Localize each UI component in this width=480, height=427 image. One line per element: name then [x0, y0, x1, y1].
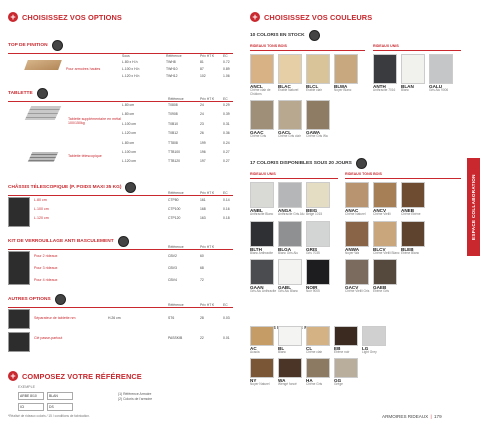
footer-label: ARMOIRES RIDEAUX [382, 414, 429, 419]
color-swatch-anbl [250, 182, 278, 217]
kit-table: Pour 2 rideaux CBV2 60 Pour 3 rideaux CBV3 68 Pour 4 rideaux CBV4 72 [34, 254, 204, 282]
product-badge-icon [309, 30, 320, 41]
kit-image [8, 251, 30, 285]
color-swatch-gawa [306, 100, 334, 139]
col-header: Sous [122, 54, 130, 58]
swatch-code: BLWA [334, 84, 348, 89]
swatch-fill [250, 358, 274, 378]
color-swatch-gaan [250, 259, 278, 294]
color-swatch-noir [306, 259, 334, 294]
swatch-code: NOIR [306, 285, 318, 291]
swatch-fill [334, 54, 358, 84]
plain-heading: RIDEAUX UNIS [250, 172, 276, 176]
divider [373, 50, 461, 51]
plus-icon: + [8, 371, 18, 381]
color-swatch-blga [278, 221, 306, 256]
swatch-code: GRIS [306, 246, 318, 252]
stock-wood-grid [250, 54, 365, 139]
product-badge-icon [118, 236, 129, 247]
swatch-code: BLAN [401, 84, 414, 89]
chassis-table: L.80 cm CTP80 161 0.14 L.100 cm CTP100 168 0.16 L.120 cm CTP120 163 0.18 [34, 198, 230, 220]
col-header: EC [223, 54, 228, 58]
swatch-desc: Chêne Vieilli Gris [345, 289, 370, 294]
color-swatch-eb [334, 326, 362, 355]
swatch-code: ANWA [345, 246, 360, 252]
swatch-fill [429, 54, 453, 84]
col-header: Prix HT € [200, 191, 215, 195]
col-header: Référence [168, 245, 184, 249]
footnote: *Réalisé de rideaux coloris / 15 / conditions de fabrication. [8, 414, 90, 418]
swatch-desc: Chêne Gris Wa [306, 134, 328, 139]
swatch-fill [334, 358, 358, 378]
kit-section [8, 236, 233, 282]
swatch-fill [278, 358, 302, 378]
swatch-fill [278, 259, 302, 285]
compose-section-title: + COMPOSEZ VOTRE RÉFÉRENCE [8, 371, 142, 381]
color-swatch-wa [278, 358, 306, 387]
swatch-code: BLEB [401, 246, 414, 252]
key-image [8, 332, 30, 352]
swatch-code: ANCL [250, 84, 263, 89]
divider [250, 50, 365, 51]
color-swatch-anac [345, 182, 373, 217]
product-badge-icon [356, 158, 367, 169]
page-number: 179 [433, 414, 442, 419]
autres-table: Séparateur de tablette nm H.26 cm ST6 28 0.03 Clé passe-partout PASSKIB 22 0.01 [34, 316, 230, 340]
swatch-fill [401, 221, 425, 247]
color-swatch-gacl [278, 100, 306, 139]
swatch-fill [373, 182, 397, 208]
swatch-code: GAEB [373, 285, 387, 291]
color-swatch-aneb [401, 182, 429, 217]
swatch-code: GABL [278, 285, 292, 291]
product-badge-icon [52, 40, 63, 51]
chassis-image [8, 197, 30, 227]
kit-title: KIT DE VERROUILLAGE ANTI BASCULEMENT [8, 239, 114, 244]
swatch-desc: Blanc Gris Alu [278, 250, 299, 255]
color-swatch-ac [250, 326, 278, 355]
swatch-code: ANCV [373, 208, 387, 213]
side-tab: ESPACE COLLABORATION [467, 158, 480, 256]
swatch-code: ANAC [345, 208, 359, 213]
swatch-code: BLCL [306, 84, 319, 89]
swatch-desc: Blanc Anthracite [250, 250, 274, 255]
swatch-code: GACL [278, 130, 292, 136]
col-header: Référence [168, 303, 184, 307]
color-swatch-galu [429, 54, 457, 93]
swatch-desc: Chêne Naturel [345, 212, 366, 216]
color-swatch-gacv [345, 259, 373, 294]
color-swatch-blac [278, 54, 306, 96]
divider [345, 178, 461, 179]
swatch-desc: Ébène Gris [373, 289, 389, 294]
color-swatch-ancl [250, 54, 278, 96]
wood-heading: RIDEAUX TONS BOIS [345, 172, 382, 176]
swatch-fill [401, 54, 425, 84]
swatch-desc: Anthracite 7016 [373, 88, 396, 92]
color-swatch-blcv [373, 221, 401, 256]
swatch-desc: Acacia [250, 350, 260, 354]
color-swatch-anwa [345, 221, 373, 256]
divider [8, 101, 233, 102]
color-swatch-gg [334, 358, 362, 387]
color-swatch-gabl [278, 259, 306, 294]
divider [8, 307, 233, 308]
product-badge-icon [125, 182, 136, 193]
swatch-desc: Chêne Gris [306, 381, 323, 386]
swatch-code: BLGA [278, 246, 292, 252]
col-header: Prix HT € [200, 97, 215, 101]
swatch-desc: Blanc [278, 350, 286, 354]
swatch-code: GAWA [306, 130, 321, 136]
swatch-fill [306, 54, 330, 84]
swatch-fill [306, 182, 330, 208]
swatch-desc: Chêne Ebène [401, 212, 421, 216]
dispo-title-row [250, 158, 367, 169]
color-swatch-bleb [401, 221, 429, 256]
swatch-fill [373, 221, 397, 247]
swatch-fill [250, 100, 274, 130]
top-finition-section [8, 40, 233, 78]
wood-heading: RIDEAUX TONS BOIS [250, 44, 287, 48]
swatch-fill [306, 259, 330, 285]
swatch-desc: Chêne Vieilli [373, 212, 391, 216]
swatch-fill [306, 358, 330, 378]
swatch-code: GG [334, 377, 342, 383]
swatch-code: GALU [429, 84, 443, 89]
swatch-code: GACV [345, 285, 359, 291]
swatch-desc: Ébène Blanc [401, 250, 420, 255]
wood-top-image [24, 60, 62, 70]
swatch-fill [278, 100, 302, 130]
swatch-fill [250, 182, 274, 208]
swatch-desc: Chêne clair [306, 350, 323, 354]
color-swatch-blan [401, 54, 429, 93]
swatch-desc: Noyer Blanc [334, 88, 352, 92]
color-swatch-lg [362, 326, 390, 355]
swatch-desc: Anthracite Blanc [250, 212, 274, 216]
color-swatch-anth [373, 54, 401, 93]
color-swatch-bl [278, 326, 306, 355]
divider [8, 249, 233, 250]
tablette-title: TABLETTE [8, 91, 33, 96]
swatch-desc: Beige 1015 [306, 212, 323, 216]
swatch-code: HA [306, 377, 313, 383]
color-swatch-gaac [250, 100, 278, 139]
swatch-desc: Grège [334, 381, 343, 386]
swatch-desc: Gris 7035 [306, 250, 320, 255]
color-swatch-ha [306, 358, 334, 387]
swatch-fill [345, 221, 369, 247]
swatch-code: GAAC [250, 130, 264, 136]
swatch-desc: Blanc [401, 88, 409, 92]
option-label: Tablette télescopique [68, 154, 102, 158]
dispo-plain-grid [250, 182, 338, 294]
col-header: Prix HT € [200, 245, 215, 249]
dispo-title: 17 COLORIS DISPONIBLES SOUS 20 JOURS [250, 161, 352, 166]
top-finition-title: TOP DE FINITION [8, 43, 48, 48]
swatch-code: AC [250, 346, 257, 351]
swatch-fill [362, 326, 386, 346]
swatch-code: BL [278, 346, 285, 351]
swatch-fill [306, 100, 330, 130]
swatch-code: WA [278, 377, 286, 383]
swatch-fill [250, 259, 274, 285]
swatch-code: BLCV [373, 246, 386, 252]
swatch-fill [334, 326, 358, 346]
swatch-fill [345, 182, 369, 208]
swatch-fill [306, 221, 330, 247]
swatch-code: ANEB [401, 208, 415, 213]
product-badge-icon [37, 88, 48, 99]
color-swatch-gaeb [373, 259, 401, 294]
plus-icon: + [250, 12, 260, 22]
swatch-fill [278, 182, 302, 208]
color-swatch-blth [250, 221, 278, 256]
swatch-fill [345, 259, 369, 285]
col-header: EC [223, 191, 228, 195]
option-label: Tablette supplémentaire en métal 100/150kg [68, 117, 121, 126]
swatch-desc: Noyer Wa [345, 250, 360, 255]
chassis-section [8, 182, 233, 220]
swatch-desc: Chêne clair de Châlons [250, 88, 271, 96]
swatch-fill [250, 221, 274, 247]
swatch-desc: Noir 9005 [306, 289, 320, 294]
col-header: Référence [168, 97, 184, 101]
swatch-fill [373, 54, 397, 84]
dispo-wood-grid [345, 182, 461, 294]
legend-color: (2) Coloris de l'armoire [118, 397, 153, 401]
footer: ARMOIRES RIDEAUX | 179 [382, 414, 442, 419]
swatch-desc: Gris Alu 9006 [429, 88, 449, 92]
swatch-fill [278, 326, 302, 346]
swatch-fill [401, 182, 425, 208]
col-header: Référence [166, 54, 182, 58]
color-swatch-anga [278, 182, 306, 217]
top-colors-grid [250, 326, 430, 386]
top-finition-table: L.80 x H.h TWH8 81 0.72 L.100 x H.h TWH10 87 0.89 L.120 x H.h TWH12 102 1.06 [122, 60, 230, 78]
swatch-code: NY [250, 377, 257, 383]
divider [250, 178, 338, 179]
swatch-code: ANGA [278, 208, 292, 213]
swatch-code: EB [334, 346, 341, 351]
swatch-desc: Light Grey [362, 350, 377, 354]
compose-codes: ARBE 8/10 BLAN ICI DS [18, 392, 73, 411]
swatch-fill [306, 326, 330, 346]
colors-section-title: + CHOISISSEZ VOS COULEURS [250, 12, 372, 22]
color-swatch-beig [306, 182, 334, 217]
swatch-desc: Érable Naturel [278, 88, 299, 92]
color-swatch-blwa [334, 54, 362, 96]
col-header: Prix HT € [200, 54, 215, 58]
swatch-desc: Ébène noir [334, 350, 350, 354]
example-label: EXEMPLE [18, 385, 35, 389]
swatch-desc: Érable clair [306, 88, 322, 92]
plain-heading: RIDEAUX UNIS [373, 44, 399, 48]
col-header: EC [223, 97, 228, 101]
autres-title: AUTRES OPTIONS [8, 297, 51, 302]
swatch-code: ANTH [373, 84, 386, 89]
shelf-image [25, 106, 62, 120]
swatch-desc: Wengé foncé [278, 381, 297, 386]
color-swatch-gris [306, 221, 334, 256]
separator-image [8, 309, 30, 329]
swatch-desc: Noyer Naturel [250, 381, 270, 386]
stock-title: 10 COLORIS EN STOCK [250, 33, 305, 38]
chassis-title: CHÂSSIS TÉLESCOPIQUE (P. POIDS MAXI 35 KG) [8, 185, 122, 190]
swatch-fill [373, 259, 397, 285]
stock-title-row [250, 30, 320, 41]
swatch-code: CL [306, 346, 313, 351]
swatch-code: BEIG [306, 208, 318, 213]
option-label: Pour armoires hautes [66, 67, 101, 71]
swatch-desc: Gris Alu Blanc [278, 289, 299, 294]
swatch-desc: Chêne Gris [250, 134, 267, 139]
col-header: EC [223, 303, 228, 307]
swatch-fill [278, 54, 302, 84]
swatch-code: BLAC [278, 84, 291, 89]
tablette-section [8, 88, 233, 164]
swatch-code: LG [362, 346, 369, 351]
options-section-title: + CHOISISSEZ VOS OPTIONS [8, 12, 122, 22]
col-header: Prix HT € [200, 303, 215, 307]
stock-plain-grid [373, 54, 461, 93]
swatch-code: ANBL [250, 208, 263, 213]
color-swatch-ny [250, 358, 278, 387]
swatch-desc: Chêne Vieilli Blanc [373, 250, 400, 255]
swatch-code: GAAN [250, 285, 264, 291]
col-header: Référence [168, 191, 184, 195]
swatch-fill [278, 221, 302, 247]
swatch-code: BLTH [250, 246, 262, 252]
telescopic-shelf-image [28, 152, 59, 162]
product-badge-icon [55, 294, 66, 305]
swatch-fill [250, 54, 274, 84]
plus-icon: + [8, 12, 18, 22]
legend-ref: (1) Référence Armoire [118, 392, 152, 396]
divider [8, 195, 233, 196]
swatch-fill [250, 326, 274, 346]
swatch-desc: Chêne Gris clair [278, 134, 301, 139]
autres-section [8, 294, 233, 340]
tablette-table: L.80 cm T0808 24 0.29 L.80 cm T0908 24 0.39 L.100 cm T0B10 23 0.31 L.120 cm T0B12 26 0.36 L.80 cm TT808 199 0.24 L.100 cm TTB100 196 0.27 L.120 cm TTB120 197 0.27 [122, 103, 230, 164]
swatch-desc: Anthracite Gris Alu [278, 212, 305, 216]
color-swatch-blcl [306, 54, 334, 96]
color-swatch-ancv [373, 182, 401, 217]
swatch-desc: Gris Alu Anthracite [250, 289, 277, 294]
color-swatch-cl [306, 326, 334, 355]
